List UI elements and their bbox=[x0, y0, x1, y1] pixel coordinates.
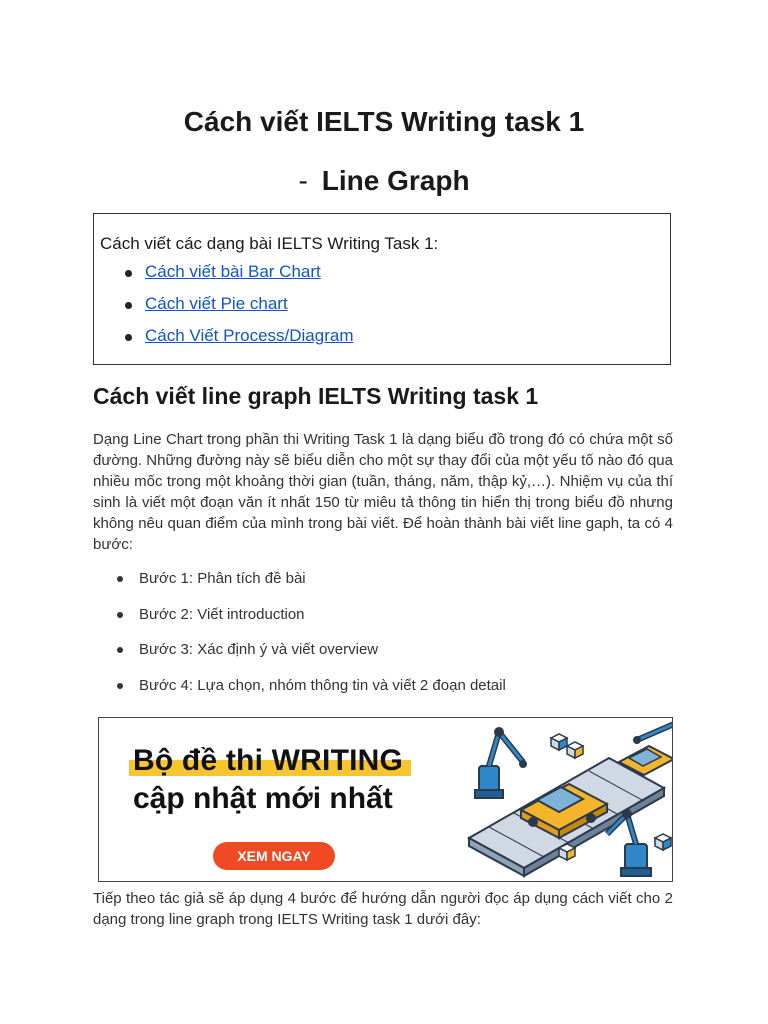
bullet-icon bbox=[125, 270, 132, 277]
intro-paragraph: Dạng Line Chart trong phần thi Writing Task 1 là dạng biểu đồ trong đó có chứa một số đường. Những đường này sẽ biểu diễn cho một sự thay đổi của một yếu tố nào đó qua nhiều mốc trong một khoảng thời gian (tuần, tháng, năm, thập kỷ,…). Nhiệm vụ của thí sinh là viết một đoạn văn ít nhất 150 từ miêu tả thông tin hiển thị trong biểu đồ nhưng không nêu quan điểm của mình trong bài viết. Để hoàn thành bài viết line gaph, ta có 4 bước: bbox=[93, 431, 673, 553]
step-text: Bước 3: Xác định ý và viết overview bbox=[139, 641, 379, 658]
promo-banner[interactable] bbox=[98, 717, 673, 882]
step-text: Bước 1: Phân tích đề bài bbox=[139, 570, 306, 587]
bullet-icon bbox=[117, 612, 123, 618]
list-item bbox=[94, 294, 670, 326]
list-item bbox=[94, 262, 670, 294]
list-item bbox=[93, 677, 673, 713]
bullet-icon bbox=[125, 334, 132, 341]
step-text: Bước 2: Viết introduction bbox=[139, 605, 305, 623]
list-item bbox=[93, 570, 673, 606]
view-now-button[interactable]: XEM NGAY bbox=[213, 842, 335, 870]
robot-arm-icon bbox=[633, 724, 673, 744]
bullet-icon bbox=[117, 576, 123, 582]
list-item bbox=[93, 606, 673, 642]
step-text: Bước 4: Lựa chọn, nhóm thông tin và viết 2 đoạn detail bbox=[139, 676, 506, 694]
related-links-intro: Cách viết các dạng bài IELTS Writing Task 1: bbox=[100, 234, 439, 253]
banner-headline: Bộ đề thi WRITING bbox=[133, 744, 404, 777]
bullet-icon bbox=[117, 647, 123, 653]
link-process-diagram[interactable]: Cách Viết Process/Diagram bbox=[145, 326, 354, 345]
bullet-icon bbox=[117, 683, 123, 689]
related-links-list bbox=[94, 262, 670, 358]
related-links-box bbox=[93, 213, 671, 365]
robot-arm-icon bbox=[475, 727, 527, 798]
page-title: Cách viết IELTS Writing task 1 bbox=[183, 106, 585, 137]
title-dash: - bbox=[298, 165, 308, 196]
section-heading: Cách viết line graph IELTS Writing task 1 bbox=[93, 383, 539, 409]
link-pie-chart[interactable]: Cách viết Pie chart bbox=[145, 294, 288, 313]
steps-list bbox=[93, 570, 673, 712]
subtitle-text: Line Graph bbox=[321, 165, 470, 196]
list-item bbox=[94, 326, 670, 358]
link-bar-chart[interactable]: Cách viết bài Bar Chart bbox=[145, 262, 321, 281]
closing-paragraph: Tiếp theo tác giả sẽ áp dụng 4 bước để hướng dẫn người đọc áp dụng cách viết cho 2 dạng trong line graph trong IELTS Writing task 1 dưới đây: bbox=[93, 890, 673, 928]
list-item bbox=[93, 641, 673, 677]
bullet-icon bbox=[125, 302, 132, 309]
page-subtitle bbox=[0, 163, 768, 199]
factory-robot-arm-car-icon bbox=[459, 718, 673, 882]
banner-subheadline: cập nhật mới nhất bbox=[133, 782, 393, 815]
